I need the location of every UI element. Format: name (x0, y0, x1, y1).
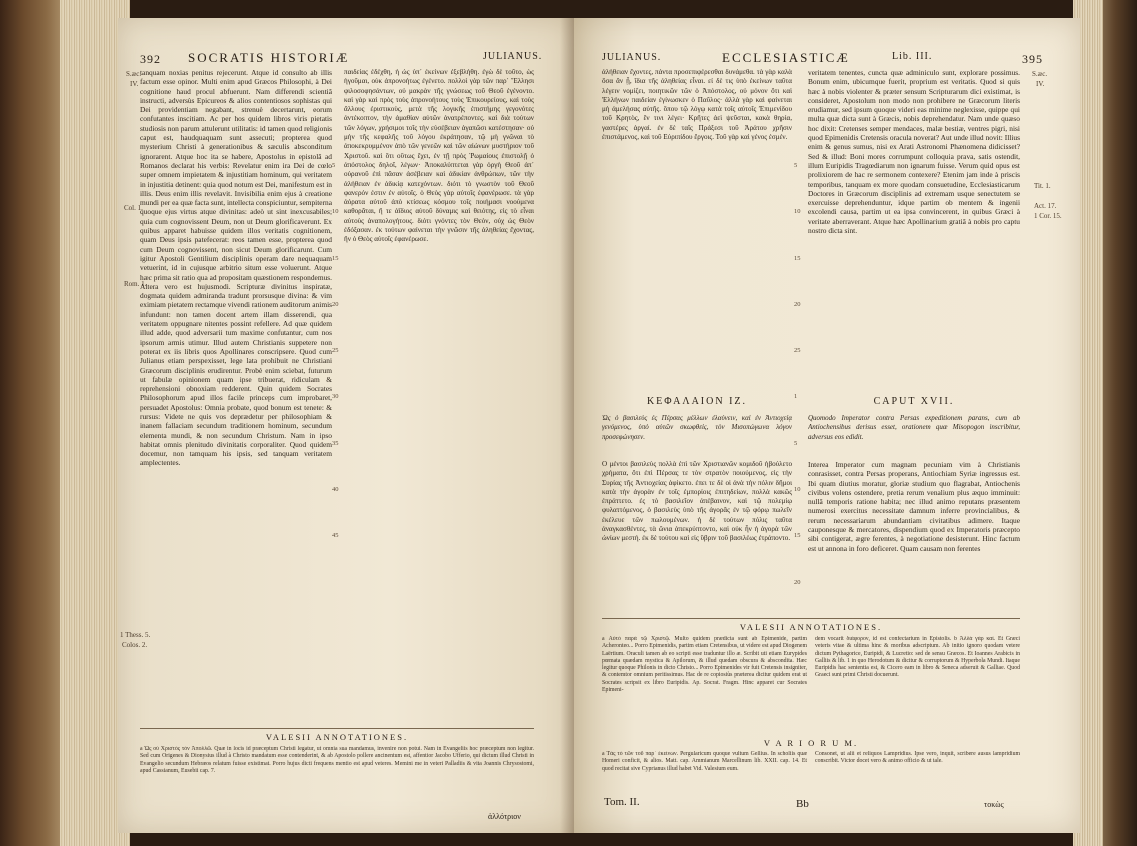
latin-column-top (808, 68, 1020, 388)
left-running-head-right: JULIANUS. (483, 51, 543, 62)
latin-column-bottom (808, 460, 1020, 610)
line-number: 25 (794, 347, 801, 355)
chapter-heading-greek: ΚΕΦΑΛΑΙΟΝ ΙΖ. (646, 396, 748, 407)
right-running-head-book: Lib. III. (892, 51, 933, 62)
volume-label: Tom. II. (604, 796, 640, 808)
line-number: 15 (332, 254, 339, 262)
margin-year: S.æc. (1032, 70, 1048, 78)
variorum-title: V A R I O R U M. (763, 738, 859, 748)
line-number: 20 (794, 578, 801, 586)
right-page (574, 18, 1080, 833)
right-running-head: ECCLESIASTICÆ (722, 50, 850, 65)
line-number: 20 (794, 300, 801, 308)
left-line-numbers (332, 68, 344, 541)
latin-text: tanquam noxias penitus rejecerunt. Atque id consulto ab illis factum esse opinor. Multi enim apud Græcos Philosophi, à Dei cognitione haud procul abfuerunt. Nam differendi scientiâ instructi, adversùs Epicureos & alios contentiosos sophistas qui Dei providentiam negabant, strenuè decertarunt, eorum confutantes inscitiam. Ac per hos quidem libros viris pietatis studiosis non parum attulerunt utilitatis: id tamen quod religionis caput est, haudquaquam sunt assecuti; propterea quod mysterium Christi à generationibus & sæculis absconditum ignorarent. Atque hoc ita se habere, Apostolus in epistolâ ad Romanos declarat his verbis: Revelatur enim ira Dei de cœlo super omnem impietatem & injustitiam hominum, qui veritatem in injustitia detinent: quia quod notum est Dei, manifestum est in illis. Deus enim illis revelavit. Invisibilia enim ejus à creatione mundi per ea quæ facta sunt, intellecta conspiciuntur, sempiterna quoque ejus virtus atque divinitas: adeò ut sint inexcusabiles; quia cum cognovissent Deum, non ut Deum glorificaverunt. Ex quibus apparet habuisse quidem illos veritatis cognitionem, quam Deus ipsis patefecerat: reos tamen esse, propterea quod cum Deum cognovissent, non sicut Deum glorificarunt. Cum igitur Apostoli Gentilium disciplinis operam dare nequaquam vetuerint, id in cujusque arbitrio situm esse voluerunt. Atque hæc prima sit ratio qua ad propositam quæstionem respondemus. Altera vero est hujusmodi. Scripturæ divinitus inspiratæ, dogmata quidem admiranda tradunt prorsusque divina: & vim eximiam pietatem rectamque vivendi rationem auditorum animis infundunt: non tamen docent artem illam disserendi, qua veritatem oppugnare nitentes possint refellere. Ad quæ quidem illud adde, quod adversarii tum maxime confutantur, cum nos ipsorum armis utimur. Illud autem Christianis suppetere non poterat ex iis libris quos Apollinares conscripsere. Quod cum Julianus etiam perspexisset, lege lata prohibuit ne Christiani Græcorum disciplinis erudirentur. Probè enim sciebat, futurum ut fabulæ opinionem quam ipse tribuerat, ridiculam & reprehensioni obnoxiam redderent. Quin quidem Socrates Philosophorum apud illos facile princeps cum improbaret, persuadet Apostolus: Omnia probate, quod bonum est tenete: & rursus: Videte ne quis vos deprædetur per philosophiam & inanem fallaciam secundum traditionem hominum, secundum elementa mundi, & non secundum Christum. Nam in ipso habitat omnis plenitudo divinitatis corporaliter. Quod quidem docemur, non tamquam his ipsis, sed tanquam veritatem amplectentes. (140, 68, 332, 468)
margin-ref-col: Col. 1. (124, 204, 143, 212)
catchword: τοκὼς (984, 800, 1004, 809)
line-number: 1 (794, 393, 798, 401)
latin-text-top: veritatem tenentes, cuncta quæ adminiculo sunt, explorare possimus. Bonum enim, ubicumque fuerit, proprium est veritatis. Quod si quis hæc à nobis violenter & præter sensum Scripturarum dici existimat, is consideret, Apostolum non modo non prohibere ne Græcorum literis erudiamur, sed ipsum quoque videri eas minime neglexisse, quippe qui multa quæ dicta sunt à Græcis, nobis deprehendatur. Nam unde quæso hoc dixit: Cretenses semper mendaces, malæ bestiæ, ventres pigri, nisi quod Epimenidis Cretensis oracula noverat? Aut unde illud novit: Illius enim & genus sumus, nisi ex Arati Astronomi Phænomena didicisset? Sed & illud: Boni mores corrumpunt colloquia prava, satis ostendit, illum Euripidis Tragœdiarum non ignarum fuisse. Verum quid opus est prolixiorem de hac re sermonem contexere? Etenim jam inde à priscis temporibus, tanquam ex more quodam consuetudine, Ecclesiasticarum Doctores in Græcorum disciplinis ad extremam usque senectutem se exercuisse deprehenduntur, idque partim ob mentem & ingenii excolendi causa, partim ut ea ipsa convincerent, in quibus Græci à veritate aberraverant. Atque hæc Apollinarium gratiâ à nobis pro captu nostro dicta sint. (808, 68, 1020, 236)
line-number: 15 (794, 532, 801, 540)
annotations-text-right: dem vocarit διάφορον, id est confectarium in Epistolis. b Ἀλλὰ γὰρ καὶ. Et Græci veteris vitae & ultima hinc & moribus adscriptum. Ab initio ignoro quodam vetere dictum Pythagorice, Euripidi, & Lucretio: sed de sensu Græcos. Et Ioannes Arabicis in Galliis & lib. 1 in quo Herodotum & dicitur & corruptorum & Hyperbola Mundi. Itaque Euripidis hac sententia est, & Cicero eam in libro & Seneca adseruit & Galliae. Quod Graeci sunt primi Christi docuerunt. (815, 636, 1020, 679)
right-running-head-left: JULIANUS. (602, 52, 662, 63)
left-running-head: SOCRATIS HISTORIÆ (188, 50, 350, 65)
chapter-summary-greek (602, 414, 792, 454)
chapter-heading-latin: CAPUT XVII. (873, 396, 955, 407)
annotations-rule (602, 618, 1020, 619)
line-number: 40 (332, 486, 339, 494)
line-number: 10 (794, 486, 801, 494)
margin-ref-cor: 1 Cor. 15. (1034, 212, 1062, 220)
annotations-rule (140, 728, 534, 729)
annotations-title: VALESII ANNOTATIONES. (265, 732, 409, 742)
margin-ref-tit: Tit. 1. (1034, 182, 1051, 190)
line-number: 35 (332, 439, 339, 447)
latin-column (140, 68, 332, 722)
line-number: 30 (332, 393, 339, 401)
annotations-text-left: a Αὐτὸ παρὰ τῷ Χριστῷ. Multo quidem prædicta sunt ab Epimenide, partim Acheronteo... Porro Epimenidis, partim etiam Cretensibus, ut videre est apud Diogenem Laërtium. Oraculi tamen ab eo scripti esse traduntur illo æ. Scribit uti etiam Eurypides pœmata quædam mystica & Apilorum, & illud quedam obscura & abscondita. Hæc legitur quoque Philonis in dicto Christo... Porro Epimenides vir fuit Cretensis insigniter, & contemtor omnium peritissimus. Hac de re copiosiùs præterea dicitur quidem erat ut Socrates scripsit ex libro Euripidis. Ap. Socrat. Fragm. Hinc apparet cur Socrates Epimeni- (602, 636, 807, 694)
catchword: ἀλλότριον (488, 812, 521, 821)
summary-greek-text: Ὡς ὁ βασιλεὺς ἐς Πέρσας μέλλων ἐλαύνειν, καὶ ἐν Ἀντιοχείᾳ γενόμενος, ὑπὸ αὐτῶν σκωφθεὶς, τὸν Μισοπώγωνα λόγον προσεφώνησεν. (602, 414, 792, 441)
right-line-numbers (794, 68, 806, 587)
greek-text-top: ἀλήθειαν ἔχοντες, πάντα προσεπιφέρεσθαι δυνάμεθα. τὰ γὰρ καλὰ ὅσα ἂν ᾖ, ἴδια τῆς ἀληθείας εἶναι. εἰ δὲ τις ὑπὸ ἐκείνων ταῦτα λέγειν νομίζει, ποιητικῶν τῶν ὁ Ἀπόστολος, οὐ μόνον ὅτι καὶ Ἑλλήνων παιδείαν ἐγίνωσκεν ὁ Παῦλος· ἀλλὰ γὰρ καὶ φαίνεται μὴ ἀμελήσας αὐτῆς. ὅπου τῷ λόγῳ κατὰ τοῖς αὐτοῖς Ἐπιμενίδου τοῦ Κρητὸς, ἔν τινι λέγει· Κρῆτες ἀεὶ ψεῦσται, κακὰ θηρία, γαστέρες ἀργαί. ἐν δὲ ταῖς Πράξεσι τοῦ Ἀράτου χρῆσιν ἐπιστάμενος, καὶ τοῦ Εὐριπίδου ἔργοις. Τοῦ γὰρ καὶ γένος ἐσμέν. (602, 68, 792, 142)
greek-text-bottom: Ο μέντοι βασιλεὺς πολλὰ ἐπὶ τῶν Χριστιανῶν κομιδοῦ ἠβούλετο χρήματα, ὅτι ἐπὶ Πέρσας τε τὸν στρατὸν ποιούμενος, εἰς τὴν Συρίας τῆς Ἀντιοχείας ἀφίκετο. ἐπει τε δὲ οἱ ἀνὰ τὴν πόλιν δῆμοι κατὰ τὴν ἀγορὰν ἐν τοῖς ἐμπορίοις ἐπιτηδείων, πολλὰ κακῶς ἐπράττετο. ἐς τὸ βασιλεῖον ἀπέβαινον, καὶ τῷ πολεμίῳ φυλαττόμενος, ὁ βασιλεὺς ὑπὸ τῆς ἀγορᾶς ἐν τῷ φόρῳ πωλεῖν ἐκέλευε τῶν πωλουμένων. ἡ δὲ τούτων πόλις ταῦτα ἀναγκασθέντες, τὰ ὤνια ἀπεκρύπτοντο, καὶ οὐκ ἦν ἡ ἀγορὰ τῶν ὠνίων μεστή. ἐκ δὲ τούτου καὶ εἰς ὕβριν τοῦ βασιλέως ἐτράποντο. (602, 460, 792, 543)
variorum-text-right: Consonet, ut alii et reliquos Lampridius. Ipse vero, inquit, scribere ausus lampridium conscribit. Victor docet vero & animo officio & ut tale. (815, 751, 1020, 765)
annotations-title: VALESII ANNOTATIONES. (739, 622, 883, 632)
greek-column-bottom (602, 460, 792, 610)
summary-latin-text: Quomodo Imperator contra Persas expeditionem parans, cum ab Antiochensibus derisus esset, orationem quæ Misopogon inscribitur, adversus eos edidit. (808, 414, 1020, 441)
line-number: 5 (794, 439, 798, 447)
greek-column (344, 68, 534, 722)
margin-century: IV. (1036, 80, 1045, 88)
margin-century: IV. (130, 80, 139, 88)
signature-mark: Bb (796, 798, 809, 810)
line-number: 45 (332, 532, 339, 540)
line-number: 10 (332, 208, 339, 216)
variorum-text-left: a Τὰς τὸ τῶν τοῦ παρ᾿ ἐκείνων. Pergularicum quoque vultum Gellius. In scholiis quæ Homeri conficit, & alios. Matt. cap. Ammianum Marcellinum lib. XXII. cap. 14. Et quod recitat sive Cyprianus illud habet Vid. Valesium eum. (602, 751, 807, 772)
left-page (118, 18, 574, 833)
line-number: 20 (332, 300, 339, 308)
chapter-summary-latin (808, 414, 1020, 454)
margin-year: S.æc. (126, 70, 142, 78)
right-page-number: 395 (1022, 52, 1043, 66)
margin-ref-act: Act. 17. (1034, 202, 1057, 210)
line-number: 15 (794, 254, 801, 262)
margin-ref-rom: Rom. 1. (124, 280, 147, 288)
latin-text-bottom: Interea Imperator cum magnam pecuniam vim à Christianis conrasisset, contra Persas properans, Antiochiam Syriæ ingressus est. Ibi quam diutius moratur, gloriæ studium quo flagrabat, Antiochenis civibus volens ostendere, pretia rerum venalium plus æquo imminuit: nullâ temporis ratione habita; nec illud animo reputans præsentem numerosi exercitus necessitate damnum inferre provincialibus, & rerum necessariarum abundantiam civitatibus adimere. Itaque cauponesque & mercatores, dispendium quod ex Imperatoris præcepto sibi contigerat, ægre ferentes, à negotiatione desisterunt. Hinc factum est ut annona in foro deficeret. Quam causam non ferentes (808, 460, 1020, 553)
annotations-text: a Ὡς οὐ Χριστὸς τὸν Ἀπολλῶ. Quæ in locis id præceptum Christi legatur, ut omnia sua mandamus, invenire non potui. Nam in Evangeliis hoc præceptum non legitur. Sed cum Origenes & Dionysius illud à Christo mandatum esse contenderint, & ab Apostolo pollere ancinentum est, affentior Jacobo Ufferio, qui dictum illud Christi in Evangelio secundum Hebræos relatum fuisse existimat. Porro hujus dicti frequens mentio est apud veteres. Memini me in veteri Palladiis & vita Joannis Chrysostomi, apud Cassianum, Eusebii cap. 7. (140, 746, 534, 774)
greek-text: παιδείας ἐδέχθη, ἡ ὡς ὑπ᾿ ἐκείνων ἐξεβλήθη. ἐγὼ δὲ τοῦτο, ὡς ἡγοῦμαι, οὐκ ἀπρονοήτως ἐγένετο. πολλοὶ γὰρ τῶν παρ᾿ Ἕλλησι φιλοσοφησάντων, οὐ μακρὰν τῆς γνώσεως τοῦ Θεοῦ ἐγένοντο. καὶ γὰρ καὶ πρὸς τοὺς ἀπρονοήτους τοὺς Ἐπικουρείους, καὶ τοὺς ἄλλους ἐριστικοὺς, μετὰ τῆς λογικῆς ἐπιστήμης γεγονότες ἀντέκοπτον, τὴν ἀμαθίαν αὐτῶν ἀνατρέποντες. καὶ διὰ τούτων τῶν λόγων, χρήσιμοι τοῖς τὴν εὐσέβειαν ἀγαπῶσι κατέστησαν· οὐ μὴν τῆς κεφαλῆς τοῦ λόγου ἐκράτησαν, τῷ μὴ γνῶναι τὸ ἀποκεκρυμμένον ἀπὸ τῶν γενεῶν καὶ τῶν αἰώνων μυστήριον τοῦ Χριστοῦ. καὶ ὅτι οὕτως ἔχει, ἐν τῇ πρὸς Ῥωμαίους ἐπιστολῇ ὁ ἀπόστολος δηλοῖ, λέγων· Ἀποκαλύπτεται γὰρ ὀργὴ Θεοῦ ἀπ᾿ οὐρανοῦ ἐπὶ πᾶσαν ἀσέβειαν καὶ ἀδικίαν ἀνθρώπων, τῶν τὴν ἀλήθειαν ἐν ἀδικίᾳ κατεχόντων. διότι τὸ γνωστὸν τοῦ Θεοῦ φανερόν ἐστιν ἐν αὐτοῖς. ὁ Θεὸς γὰρ αὐτοῖς ἐφανέρωσε. τὰ γὰρ ἀόρατα αὐτοῦ ἀπὸ κτίσεως κόσμου τοῖς ποιήμασι νοούμενα καθορᾶται, ἥ τε ἀΐδιος αὐτοῦ δύναμις καὶ θειότης, εἰς τὸ εἶναι αὐτοὺς ἀναπολογήτους. διότι γνόντες τὸν Θεὸν, οὐχ ὡς Θεὸν ἐδόξασαν. ἐκ τούτων φαίνεται τὴν γνῶσιν τῆς ἀληθείας ἔχοντας, ἣν ὁ Θεὸς αὐτοῖς ἐφανέρωσε. (344, 68, 534, 244)
line-number: 10 (794, 208, 801, 216)
line-number: 25 (332, 347, 339, 355)
margin-ref-coloss: Colos. 2. (122, 641, 148, 649)
left-page-number: 392 (140, 52, 161, 66)
greek-column-top (602, 68, 792, 388)
margin-ref-thess: 1 Thess. 5. (120, 631, 151, 639)
line-number: 5 (794, 162, 798, 169)
line-number: 5 (332, 162, 336, 169)
